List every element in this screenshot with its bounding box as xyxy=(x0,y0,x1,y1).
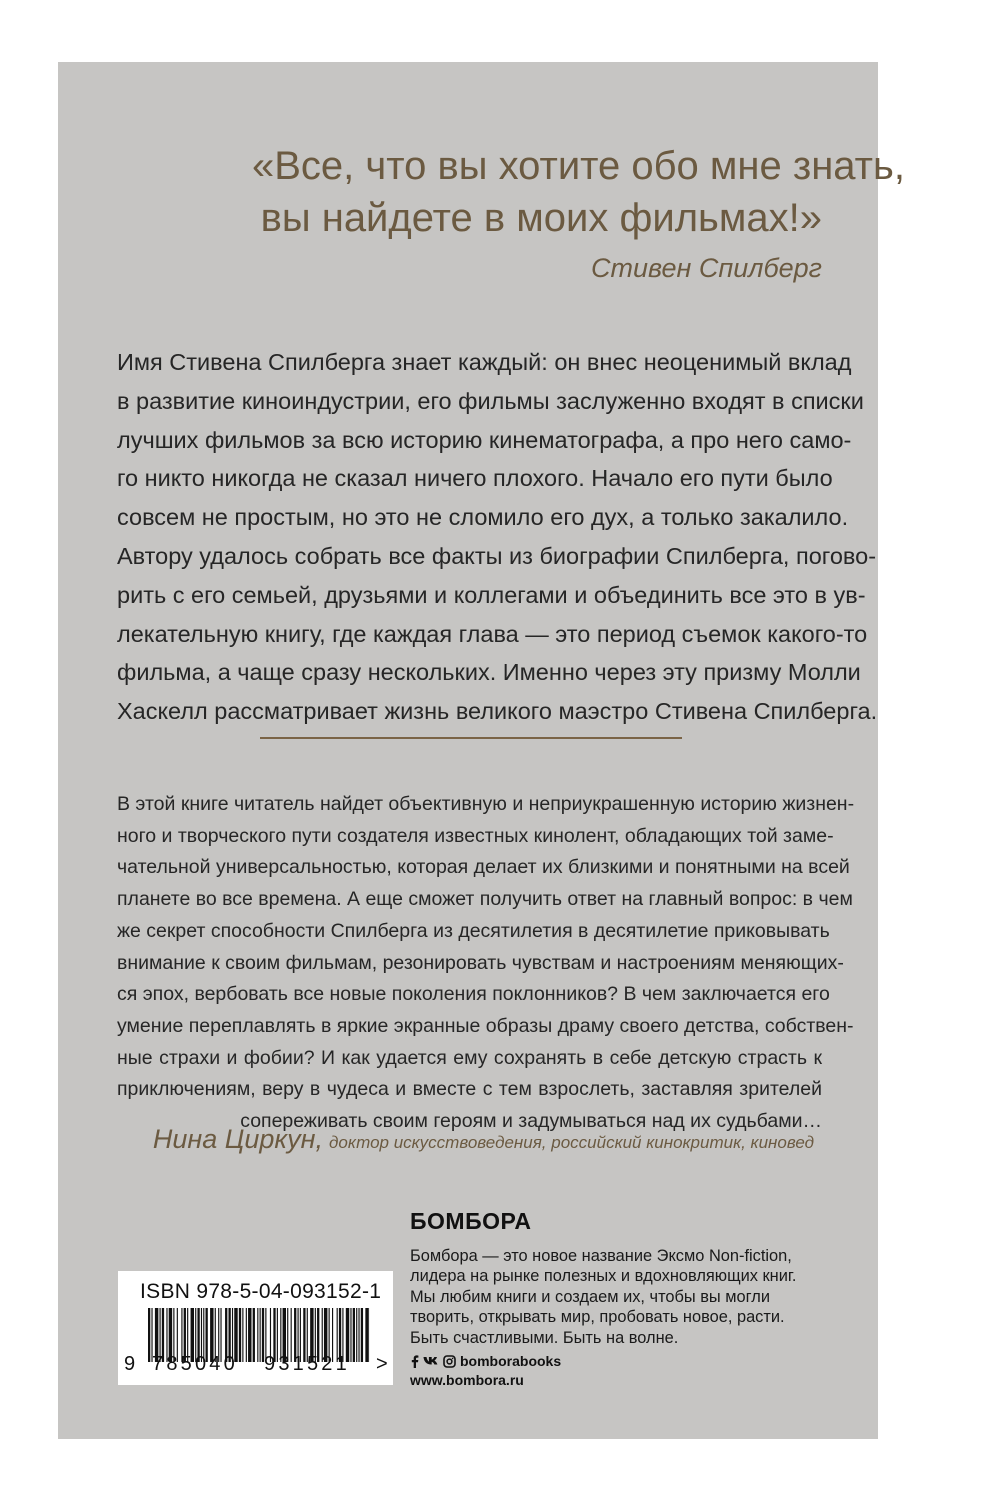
publisher-line: Бомбора — это новое название Эксмо Non-fiction, xyxy=(410,1247,792,1265)
isbn-barcode xyxy=(118,1271,393,1385)
instagram-icon xyxy=(443,1355,456,1368)
review-line: планете во все времена. А еще сможет получить ответ на главный вопрос: в чем xyxy=(117,888,853,911)
description-line: го никто никогда не сказал ничего плохого. Начало его пути было xyxy=(117,465,833,492)
barcode-digit-prefix: 9 xyxy=(124,1353,136,1375)
publisher-line: творить, открывать мир, пробовать новое, расти. xyxy=(410,1308,785,1327)
description-line: фильма, а чаще сразу нескольких. Именно через эту призму Молли xyxy=(117,659,861,686)
description-line: Имя Стивена Спилберга знает каждый: он внес неоценимый вклад xyxy=(117,349,852,375)
quote-line: «Все, что вы хотите обо мне знать, xyxy=(252,144,905,188)
barcode-quiet-zone-marker: > xyxy=(376,1353,388,1375)
publisher-line: Быть счастливыми. Быть на волне. xyxy=(410,1328,679,1347)
review-line: ного и творческого пути создателя известных кинолент, обладающих той заме- xyxy=(117,824,834,847)
barcode-digit-group-right: 931521 xyxy=(264,1353,350,1375)
publisher-line: Мы любим книги и создаем их, чтобы вы могли xyxy=(410,1287,770,1306)
review-line: же секрет способности Спилберга из десятилетия в десятилетие приковывать xyxy=(117,919,830,942)
review-line: ся эпох, вербовать все новые поколения поклонников? В чем заключается его xyxy=(117,983,830,1006)
review-line: ные страхи и фобии? И как удается ему сохранять в себе детскую страсть к xyxy=(117,1046,822,1069)
quote-line: вы найдете в моих фильмах!» xyxy=(260,196,822,240)
publisher-description xyxy=(410,1246,830,1348)
quote-author: Стивен Спилберг xyxy=(590,253,822,283)
book-description xyxy=(117,343,878,731)
section-divider xyxy=(260,737,682,739)
description-line: Хаскелл рассматривает жизнь великого маэстро Стивена Спилберга. xyxy=(117,698,878,725)
reviewer-credit xyxy=(117,1124,814,1155)
review-line: чательной универсальностью, которая делает их близкими и понятными на всей xyxy=(117,856,850,879)
epigraph-quote xyxy=(252,140,905,244)
review-line: умение переплавлять в яркие экранные образы драму своего детства, собствен- xyxy=(117,1014,854,1037)
barcode-digit-group-left: 785040 xyxy=(152,1353,238,1375)
description-line: Автору удалось собрать все факты из биографии Спилберга, погово- xyxy=(117,542,877,569)
description-line: лучших фильмов за всю историю кинематографа, а про него само- xyxy=(117,426,852,453)
description-line: лекательную книгу, где каждая глава — это период съемок какого-то xyxy=(117,620,868,647)
barcode-digits xyxy=(124,1353,386,1379)
description-line: рить с его семьей, друзьями и коллегами и объединить все это в ув- xyxy=(117,581,866,608)
description-line: совсем не простым, но это не сломило его дух, а только закалило. xyxy=(117,504,849,531)
social-handle: bomborabooks xyxy=(460,1353,562,1369)
description-line: в развитие киноиндустрии, его фильмы заслуженно входят в списки xyxy=(117,387,864,414)
review-line: В этой книге читатель найдет объективную и неприукрашенную историю жизнен- xyxy=(117,793,855,815)
publisher-line: лидера на рынке полезных и вдохновляющих книг. xyxy=(410,1267,797,1286)
facebook-icon xyxy=(410,1355,419,1368)
reviewer-role: доктор искусствоведения, российский кинокритик, киновед xyxy=(329,1133,814,1152)
review-line: внимание к своим фильмам, резонировать чувствам и настроениям меняющих- xyxy=(117,951,844,974)
publisher-name: БОМБОРА xyxy=(410,1208,532,1234)
review-line: сопереживать своим героям и задумываться над их судьбами… xyxy=(240,1110,822,1133)
review-line: приключениям, веру в чудеса и вместе с тем взрослеть, заставляя зрителей xyxy=(117,1078,822,1101)
isbn-label: ISBN 978-5-04-093152-1 xyxy=(140,1280,382,1303)
publisher-website: www.bombora.ru xyxy=(410,1372,524,1388)
vk-icon xyxy=(423,1356,439,1367)
critic-review xyxy=(117,789,855,1138)
reviewer-name: Нина Циркун, xyxy=(152,1124,324,1154)
publisher-social xyxy=(410,1353,561,1369)
